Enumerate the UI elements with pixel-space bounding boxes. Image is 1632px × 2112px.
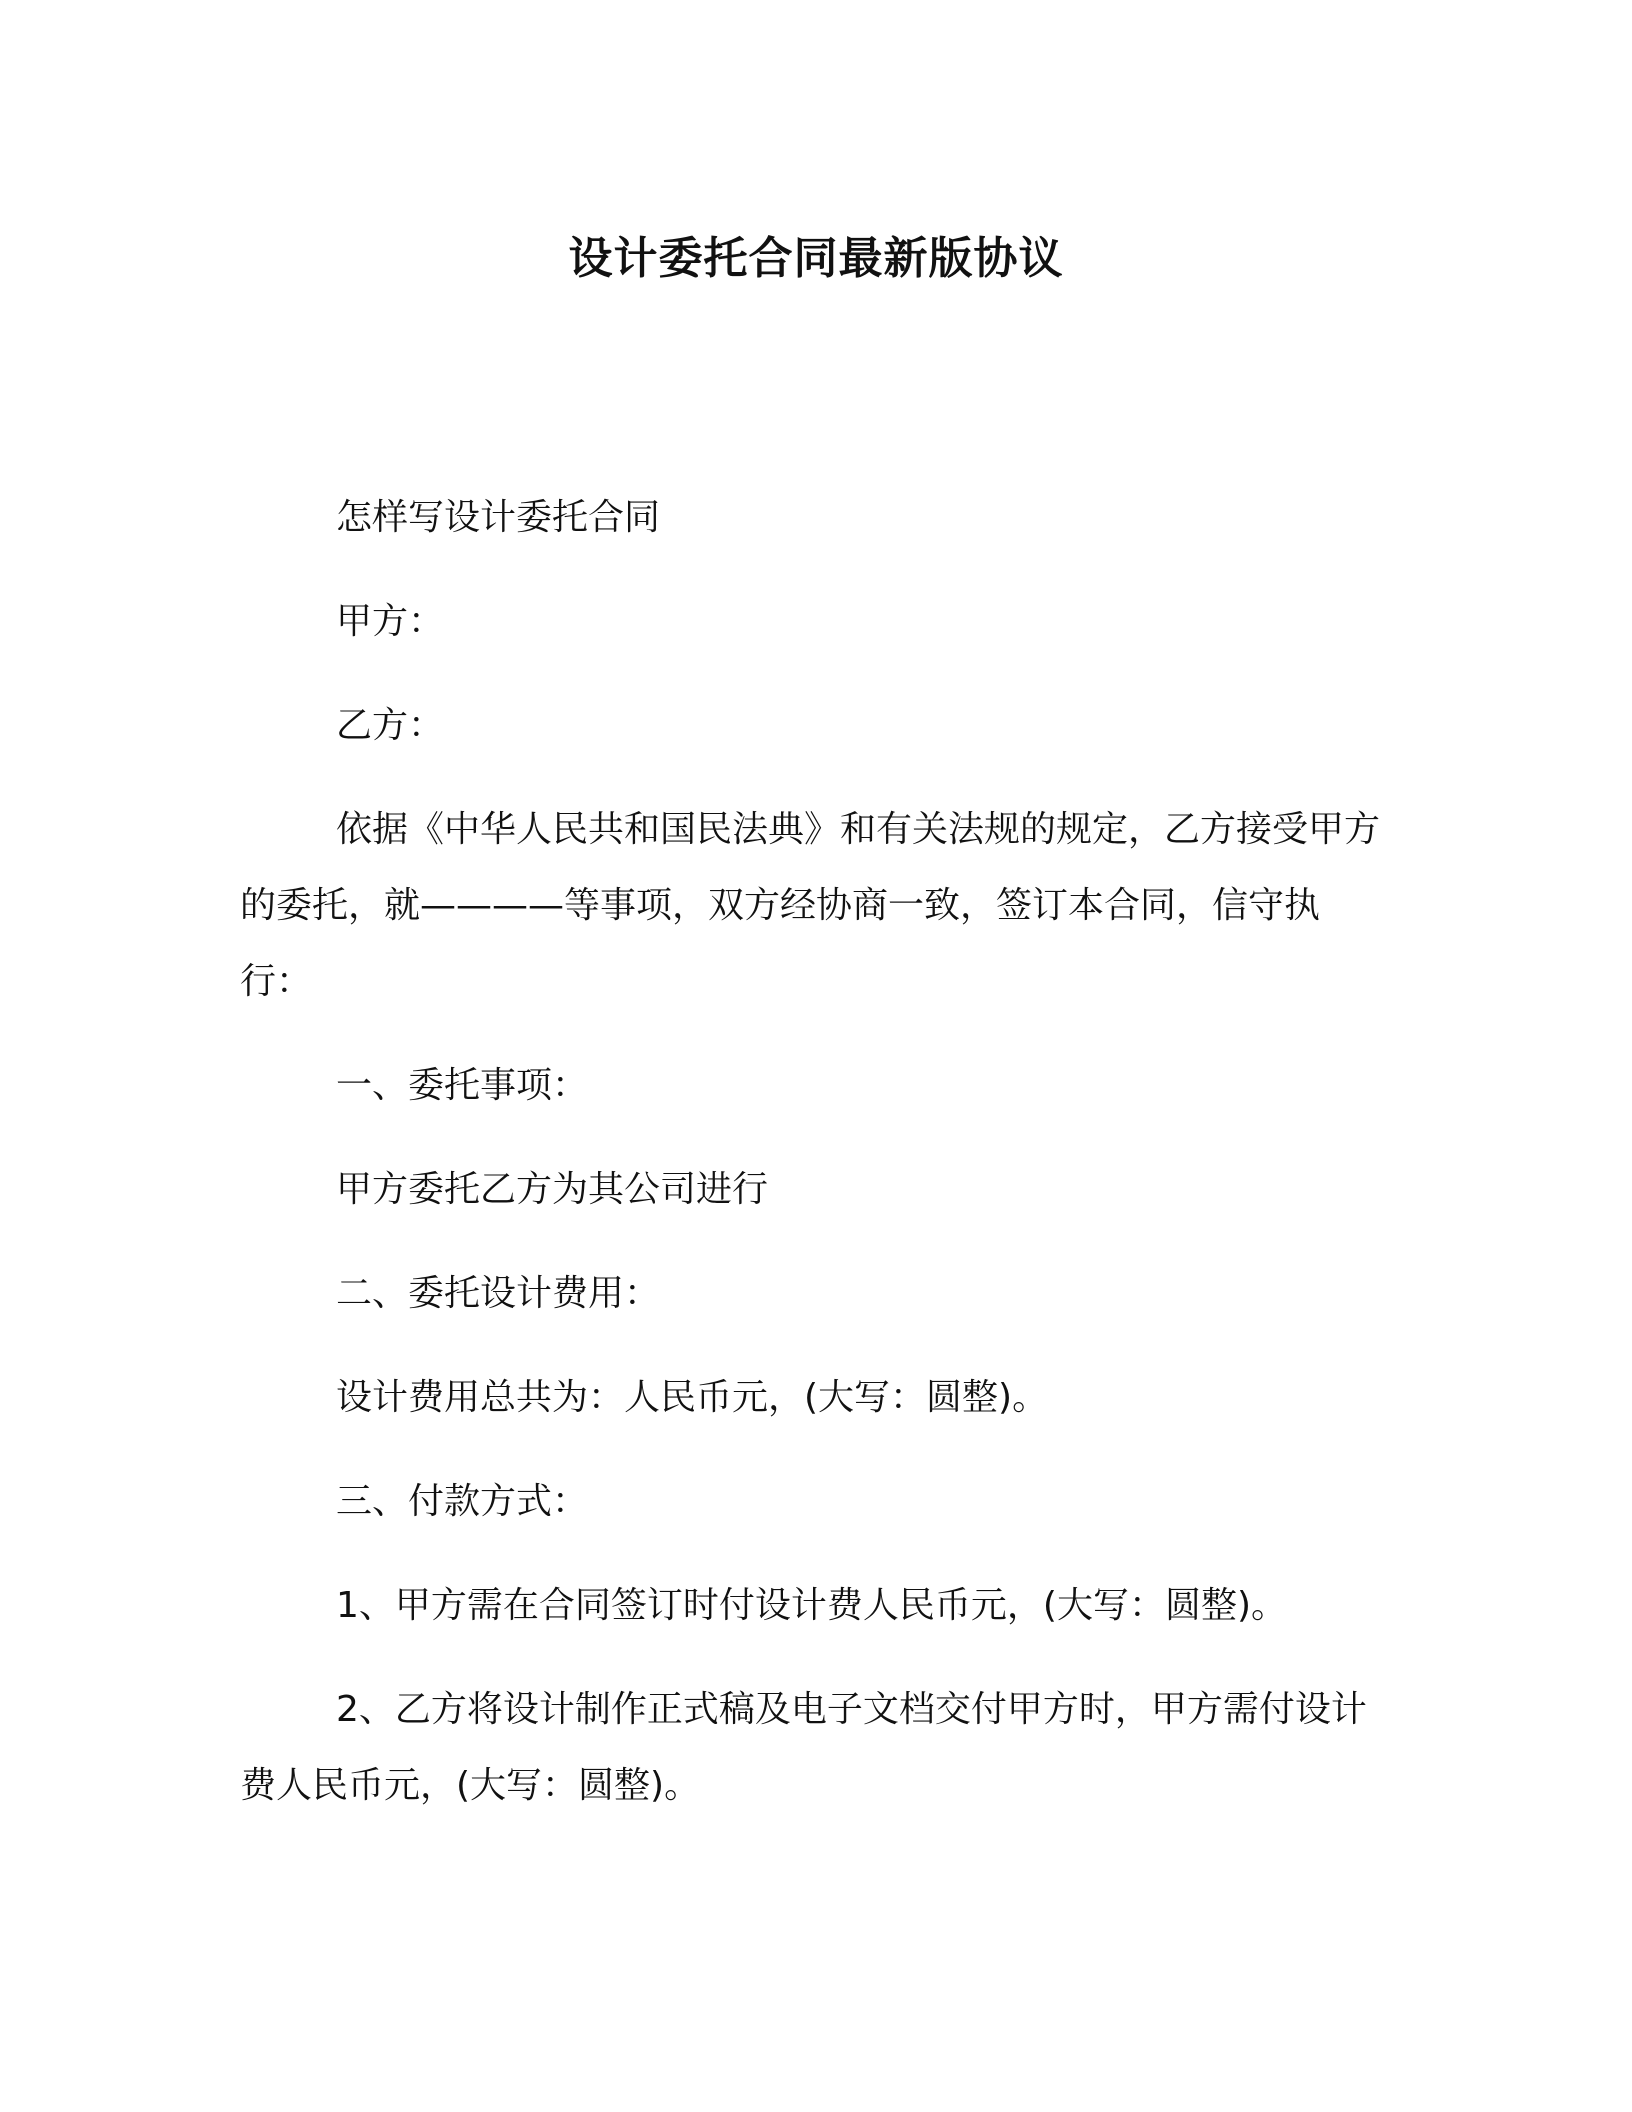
document-title: 设计委托合同最新版协议 — [568, 233, 1064, 284]
section-heading-payment-method: 三、付款方式： — [336, 1481, 589, 1522]
payment-item-1: 1、甲方需在合同签订时付设计费人民币元，(大写：圆整)。 — [336, 1585, 1287, 1626]
section-heading-entrusted-matters: 一、委托事项： — [336, 1065, 589, 1106]
section-heading-design-fee: 二、委托设计费用： — [336, 1273, 661, 1314]
entrusted-matters-text: 甲方委托乙方为其公司进行 — [336, 1169, 769, 1210]
payment-item-2: 2、乙方将设计制作正式稿及电子文档交付甲方时，甲方需付设计费人民币元，(大写：圆整)。 — [240, 1689, 1367, 1806]
design-fee-text: 设计费用总共为：人民币元，(大写：圆整)。 — [336, 1377, 1049, 1418]
party-b-line: 乙方： — [336, 705, 445, 746]
document-body — [240, 480, 1390, 1852]
party-a-line: 甲方： — [336, 601, 445, 642]
subtitle-line: 怎样写设计委托合同 — [336, 497, 661, 538]
preamble-paragraph: 依据《中华人民共和国民法典》和有关法规的规定，乙方接受甲方的委托，就————等事项，双方经协商一致，签订本合同，信守执行： — [240, 809, 1381, 1002]
